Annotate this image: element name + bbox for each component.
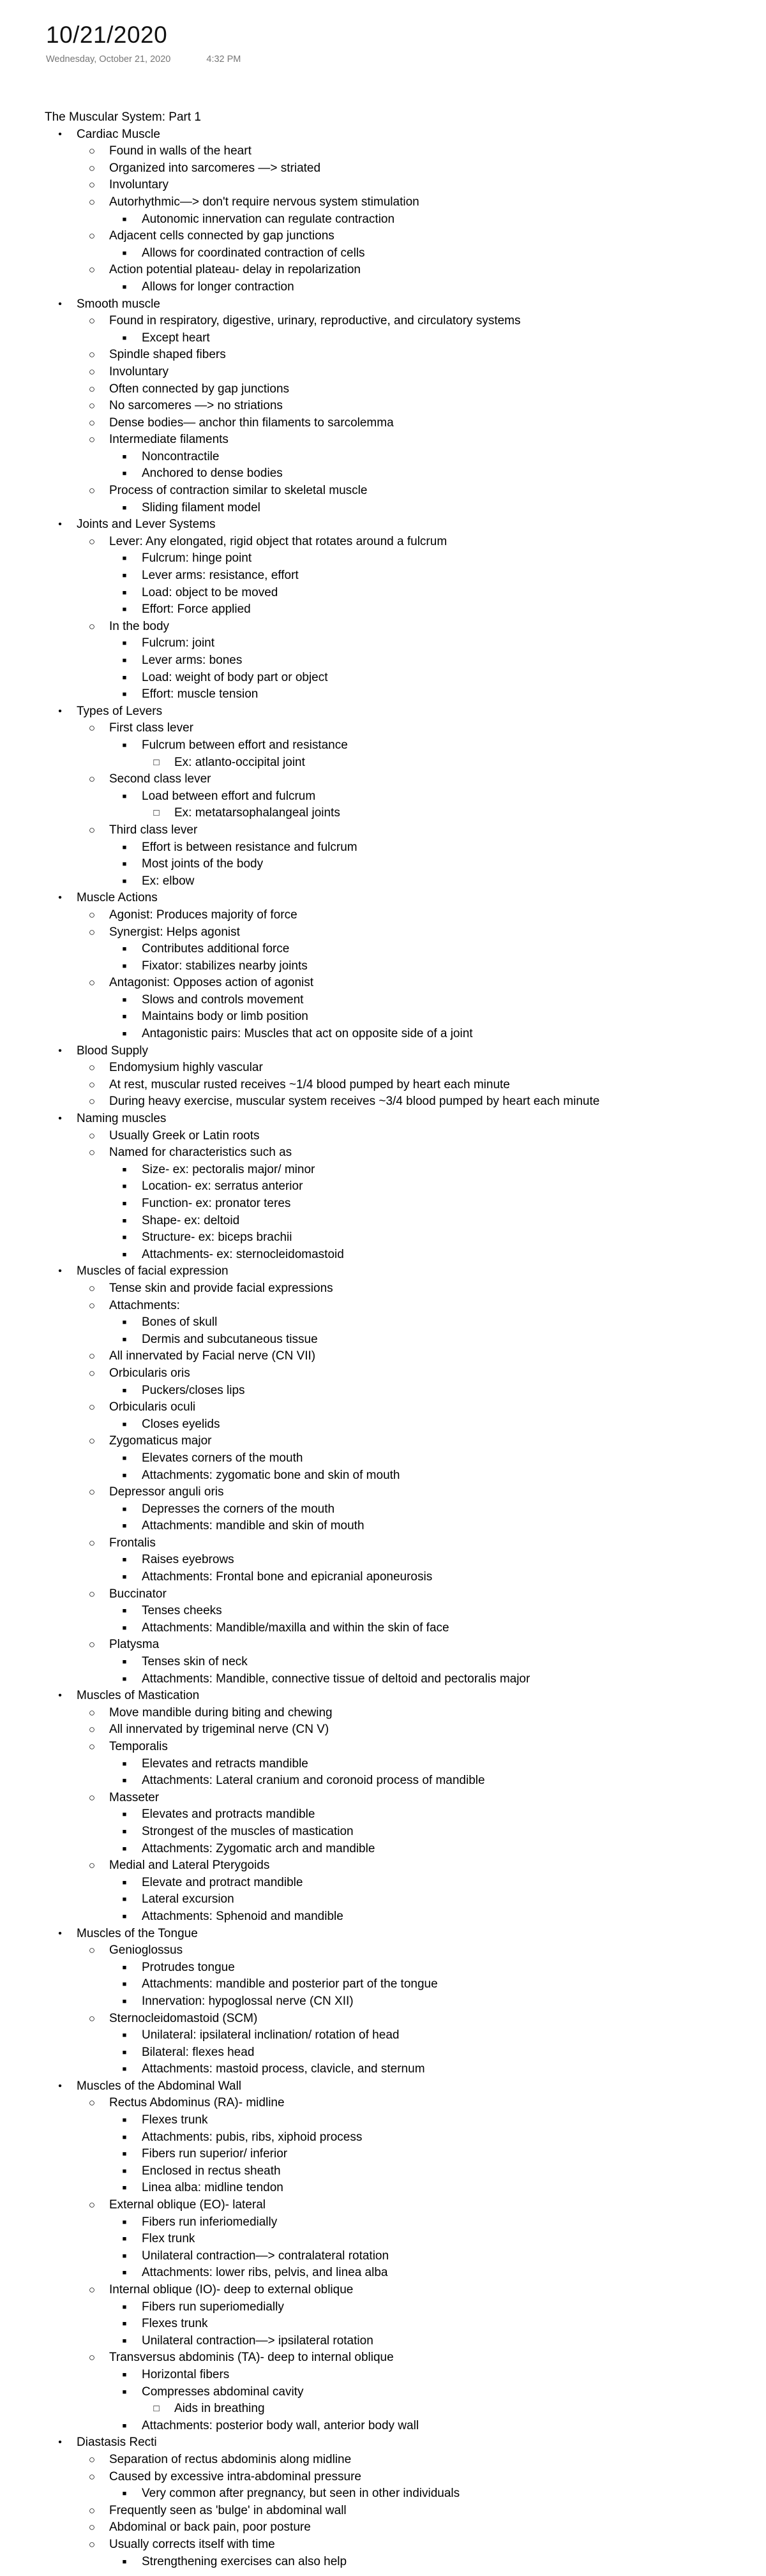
bullet-icon: ○: [88, 382, 96, 395]
bullet-icon: ■: [122, 2218, 127, 2226]
outline-text: Fibers run superiomedially: [142, 2300, 284, 2314]
bullet-icon: •: [58, 1928, 62, 1939]
bullet-icon: ○: [88, 179, 96, 191]
bullet-icon: ○: [88, 1401, 96, 1414]
bullet-icon: ○: [88, 1282, 96, 1294]
outline-text: Attachments: posterior body wall, anterior body wall: [142, 2418, 419, 2432]
bullet-icon: ■: [122, 657, 127, 664]
outline-text: Frontalis: [109, 1536, 156, 1550]
outline-text: Lateral excursion: [142, 1892, 234, 1906]
outline-text: Abdominal or back pain, poor posture: [109, 2520, 311, 2535]
outline-text: Unilateral: ipsilateral inclination/ rotation of head: [142, 2028, 400, 2042]
note-title: 10/21/2020: [46, 22, 168, 48]
bullet-icon: ■: [122, 2557, 127, 2566]
outline-text: Spindle shaped fibers: [109, 348, 226, 362]
bullet-icon: ○: [88, 400, 96, 412]
outline-text: Autonomic innervation can regulate contraction: [142, 212, 395, 226]
bullet-icon: ○: [88, 1944, 96, 1957]
bullet-icon: ■: [122, 215, 127, 223]
outline-text: External oblique (EO)- lateral: [109, 2198, 266, 2212]
bullet-icon: ○: [88, 195, 96, 208]
bullet-icon: ■: [122, 1454, 127, 1462]
outline-text: Endomysium highly vascular: [109, 1061, 263, 1075]
outline-text: Caused by excessive intra-abdominal pressure: [109, 2469, 361, 2483]
bullet-icon: ○: [88, 773, 96, 786]
outline-text: Rectus Abdominus (RA)- midline: [109, 2096, 285, 2110]
outline-text: Flex trunk: [142, 2232, 195, 2246]
outline-text: No sarcomeres —> no striations: [109, 399, 283, 413]
outline-text: Fibers run inferiomedially: [142, 2215, 278, 2229]
bullet-icon: ○: [88, 2012, 96, 2025]
bullet-icon: •: [58, 1113, 62, 1125]
bullet-icon: ○: [88, 1587, 96, 1600]
outline-text: In the body: [109, 619, 170, 633]
outline-text: Flexes trunk: [142, 2317, 208, 2331]
bullet-icon: ■: [122, 2150, 127, 2159]
bullet-icon: ■: [122, 673, 127, 682]
bullet-icon: ■: [122, 1607, 127, 1615]
outline-text: Strengthening exercises can also help: [142, 2554, 347, 2568]
bullet-icon: •: [58, 2080, 62, 2092]
bullet-icon: ■: [122, 1827, 127, 1836]
bullet-icon: ■: [122, 1760, 127, 1768]
bullet-icon: ■: [122, 1811, 127, 1819]
outline-text: Platysma: [109, 1638, 160, 1652]
bullet-icon: ■: [122, 334, 127, 342]
bullet-icon: ○: [88, 925, 96, 938]
outline-text: Attachments: Sphenoid and mandible: [142, 1909, 343, 1923]
outline-text: Protrudes tongue: [142, 1960, 235, 1974]
outline-text: Antagonist: Opposes action of agonist: [109, 976, 314, 990]
bullet-icon: ○: [88, 1146, 96, 1159]
bullet-icon: ■: [122, 1335, 127, 1344]
bullet-icon: ○: [88, 2504, 96, 2517]
bullet-icon: □: [153, 756, 160, 768]
outline-text: Named for characteristics such as: [109, 1146, 292, 1160]
outline-text: Masseter: [109, 1790, 160, 1804]
outline-text: Strongest of the muscles of mastication: [142, 1824, 354, 1838]
bullet-icon: ■: [122, 2370, 127, 2379]
bullet-icon: ○: [88, 722, 96, 735]
outline-text: Elevates corners of the mouth: [142, 1451, 303, 1465]
outline-text: Lever arms: bones: [142, 654, 243, 667]
bullet-icon: ■: [122, 1912, 127, 1921]
outline-text: Muscle Actions: [77, 891, 158, 905]
outline-text: Move mandible during biting and chewing: [109, 1705, 333, 1719]
bullet-icon: ○: [88, 1859, 96, 1872]
outline-text: Orbicularis oris: [109, 1366, 190, 1380]
bullet-icon: ■: [122, 2490, 127, 2498]
outline-text: Smooth muscle: [77, 297, 160, 311]
outline-text: Attachments: Frontal bone and epicranial aponeurosis: [142, 1570, 433, 1584]
outline-text: Attachments: mastoid process, clavicle, and sternum: [142, 2062, 425, 2076]
outline-text: First class lever: [109, 721, 193, 735]
outline-text: At rest, muscular rusted receives ~1/4 blood pumped by heart each minute: [109, 1077, 510, 1091]
outline-text: Synergist: Helps agonist: [109, 925, 240, 939]
bullet-icon: ○: [88, 1299, 96, 1312]
bullet-icon: ■: [122, 1386, 127, 1395]
bullet-icon: ○: [88, 2521, 96, 2534]
outline-text: Load between effort and fulcrum: [142, 789, 316, 803]
outline-text: Intermediate filaments: [109, 433, 229, 447]
bullet-icon: ■: [122, 996, 127, 1004]
outline-text: Slows and controls movement: [142, 992, 304, 1007]
bullet-icon: ■: [122, 962, 127, 970]
bullet-icon: ■: [122, 2116, 127, 2125]
bullet-icon: •: [58, 1045, 62, 1056]
outline-text: Depressor anguli oris: [109, 1485, 224, 1499]
bullet-icon: ○: [88, 620, 96, 633]
outline-text: Ex: elbow: [142, 874, 195, 888]
outline-text: Process of contraction similar to skeletal muscle: [109, 484, 368, 498]
bullet-icon: ■: [122, 2133, 127, 2141]
bullet-icon: ○: [88, 1638, 96, 1651]
note-time: 4:32 PM: [206, 54, 241, 64]
bullet-icon: ■: [122, 2184, 127, 2192]
outline-text: Dense bodies— anchor thin filaments to sarcolemma: [109, 416, 394, 430]
outline-text: Antagonistic pairs: Muscles that act on opposite side of a joint: [142, 1027, 473, 1041]
outline-text: Elevate and protract mandible: [142, 1875, 303, 1889]
outline-text: Autorhythmic—> don't require nervous system stimulation: [109, 195, 419, 209]
bullet-icon: ○: [88, 365, 96, 378]
bullet-icon: ■: [122, 1013, 127, 1021]
outline-text: Tenses cheeks: [142, 1604, 222, 1618]
note-dateline: [46, 54, 241, 64]
bullet-icon: ○: [88, 1435, 96, 1448]
outline-text: Bilateral: flexes head: [142, 2045, 255, 2059]
bullet-icon: ○: [88, 2199, 96, 2212]
bullet-icon: ■: [122, 945, 127, 954]
bullet-icon: ■: [122, 2303, 127, 2311]
bullet-icon: ○: [88, 1367, 96, 1379]
bullet-icon: ○: [88, 1486, 96, 1499]
outline-text: Types of Levers: [77, 704, 163, 718]
bullet-icon: ■: [122, 1878, 127, 1887]
bullet-icon: ■: [122, 1845, 127, 1853]
outline-text: Genioglossus: [109, 1943, 183, 1958]
bullet-icon: ○: [88, 264, 96, 276]
bullet-icon: ■: [122, 860, 127, 869]
outline-text: Size- ex: pectoralis major/ minor: [142, 1162, 315, 1176]
note-date: Wednesday, October 21, 2020: [46, 54, 171, 64]
outline-text: Organized into sarcomeres —> striated: [109, 161, 321, 175]
outline-text: Elevates and retracts mandible: [142, 1756, 308, 1771]
bullet-icon: ○: [88, 1061, 96, 1074]
outline-text: Allows for coordinated contraction of cells: [142, 246, 365, 260]
outline-text: Third class lever: [109, 823, 198, 837]
outline-text: All innervated by Facial nerve (CN VII): [109, 1349, 316, 1363]
bullet-icon: ○: [88, 2538, 96, 2550]
bullet-icon: ■: [122, 1030, 127, 1038]
bullet-icon: ■: [122, 1624, 127, 1632]
outline-text: Orbicularis oculi: [109, 1400, 196, 1414]
bullet-icon: ■: [122, 2167, 127, 2175]
outline-text: Muscles of the Tongue: [77, 1926, 198, 1940]
bullet-icon: ○: [88, 145, 96, 158]
bullet-icon: ■: [122, 691, 127, 699]
bullet-icon: ○: [88, 2284, 96, 2296]
outline-text: Aids in breathing: [174, 2402, 265, 2416]
bullet-icon: ■: [122, 792, 127, 800]
bullet-icon: ■: [122, 1200, 127, 1208]
bullet-icon: ■: [122, 2337, 127, 2345]
outline-text: Effort is between resistance and fulcrum: [142, 840, 357, 854]
bullet-icon: ■: [122, 2048, 127, 2056]
outline-text: Attachments: mandible and posterior part of the tongue: [142, 1977, 438, 1991]
bullet-icon: ■: [122, 453, 127, 461]
outline-text: The Muscular System: Part 1: [45, 110, 201, 124]
bullet-icon: •: [58, 1266, 62, 1277]
outline-text: Tense skin and provide facial expressions: [109, 1281, 333, 1295]
outline-text: Buccinator: [109, 1587, 167, 1601]
bullet-icon: □: [153, 2403, 160, 2415]
bullet-icon: •: [58, 705, 62, 717]
outline-text: Temporalis: [109, 1740, 168, 1753]
outline-text: Sternocleidomastoid (SCM): [109, 2011, 258, 2025]
bullet-icon: •: [58, 519, 62, 530]
bullet-icon: ○: [88, 161, 96, 174]
bullet-icon: ■: [122, 2032, 127, 2040]
bullet-icon: ■: [122, 2269, 127, 2277]
bullet-icon: ○: [88, 230, 96, 243]
bullet-icon: ■: [122, 1505, 127, 1513]
outline-text: Effort: Force applied: [142, 603, 251, 617]
outline-text: Innervation: hypoglossal nerve (CN XII): [142, 1994, 354, 2008]
outline-text: Puckers/closes lips: [142, 1383, 245, 1397]
outline-text: Attachments: Zygomatic arch and mandible: [142, 1841, 375, 1855]
outline-text: Flexes trunk: [142, 2113, 208, 2127]
bullet-icon: ■: [122, 606, 127, 614]
outline-text: Raises eyebrows: [142, 1553, 234, 1567]
bullet-icon: ○: [88, 535, 96, 548]
bullet-icon: ○: [88, 1723, 96, 1736]
outline-text: Bones of skull: [142, 1315, 218, 1329]
bullet-icon: ■: [122, 1573, 127, 1582]
outline-text: Muscles of Mastication: [77, 1689, 200, 1703]
bullet-icon: ■: [122, 877, 127, 885]
bullet-icon: ■: [122, 2422, 127, 2430]
outline-text: Usually Greek or Latin roots: [109, 1128, 260, 1142]
outline-text: Naming muscles: [77, 1112, 167, 1126]
bullet-icon: ○: [88, 2470, 96, 2483]
outline-text: Lever arms: resistance, effort: [142, 569, 299, 583]
outline-text: Attachments: zygomatic bone and skin of mouth: [142, 1468, 400, 1482]
outline-text: Often connected by gap junctions: [109, 382, 290, 396]
bullet-icon: ■: [122, 1963, 127, 1972]
bullet-icon: ■: [122, 1896, 127, 1904]
outline-text: During heavy exercise, muscular system receives ~3/4 blood pumped by heart each minute: [109, 1095, 600, 1109]
bullet-icon: •: [58, 298, 62, 310]
outline-text: Shape- ex: deltoid: [142, 1213, 240, 1227]
bullet-icon: ■: [122, 1522, 127, 1531]
outline-text: Tenses skin of neck: [142, 1655, 248, 1669]
bullet-icon: ■: [122, 2235, 127, 2243]
bullet-icon: ■: [122, 504, 127, 512]
outline-text: Sliding filament model: [142, 500, 260, 514]
bullet-icon: ■: [122, 470, 127, 478]
outline-text: Adjacent cells connected by gap junctions: [109, 229, 334, 243]
bullet-icon: •: [58, 892, 62, 904]
outline-text: Location- ex: serratus anterior: [142, 1179, 303, 1194]
bullet-icon: ○: [88, 1095, 96, 1108]
bullet-icon: ○: [88, 348, 96, 361]
outline-text: Dermis and subcutaneous tissue: [142, 1332, 318, 1346]
outline-text: Elevates and protracts mandible: [142, 1808, 315, 1822]
bullet-icon: •: [58, 2437, 62, 2448]
outline-text: Joints and Lever Systems: [77, 518, 216, 532]
bullet-icon: ■: [122, 588, 127, 597]
bullet-icon: ■: [122, 2388, 127, 2396]
outline-text: Attachments: pubis, ribs, xiphoid process: [142, 2130, 363, 2144]
bullet-icon: ○: [88, 2453, 96, 2466]
outline-text: Compresses abdominal cavity: [142, 2385, 304, 2399]
outline-text: Anchored to dense bodies: [142, 467, 283, 481]
outline-text: Fulcrum between effort and resistance: [142, 738, 348, 752]
outline-text: Closes eyelids: [142, 1417, 220, 1431]
outline-text: Second class lever: [109, 772, 211, 786]
outline-text: Unilateral contraction—> contralateral rotation: [142, 2249, 389, 2263]
bullet-icon: ○: [88, 1536, 96, 1549]
bullet-icon: ■: [122, 1420, 127, 1428]
outline-text: Very common after pregnancy, but seen in other individuals: [142, 2487, 460, 2501]
bullet-icon: ■: [122, 1997, 127, 2005]
outline-text: Lever: Any elongated, rigid object that rotates around a fulcrum: [109, 534, 447, 548]
outline-text: Fulcrum: joint: [142, 636, 215, 650]
outline-text: Function- ex: pronator teres: [142, 1197, 291, 1210]
bullet-icon: ○: [88, 2097, 96, 2109]
outline-text: Load: weight of body part or object: [142, 670, 328, 684]
outline-text: Involuntary: [109, 364, 169, 378]
bullet-icon: ■: [122, 555, 127, 563]
outline-text: Attachments: lower ribs, pelvis, and linea alba: [142, 2266, 388, 2280]
outline-text: Transversus abdominis (TA)- deep to internal oblique: [109, 2351, 394, 2365]
outline-text: Maintains body or limb position: [142, 1010, 308, 1024]
bullet-icon: ○: [88, 315, 96, 327]
outline-text: Allows for longer contraction: [142, 280, 294, 294]
bullet-icon: ■: [122, 1675, 127, 1683]
bullet-icon: ■: [122, 1183, 127, 1191]
outline-text: Except heart: [142, 331, 210, 345]
bullet-icon: •: [58, 1690, 62, 1702]
outline-text: Internal oblique (IO)- deep to external oblique: [109, 2283, 354, 2296]
bullet-icon: ■: [122, 2065, 127, 2074]
outline-text: Medial and Lateral Pterygoids: [109, 1859, 270, 1873]
bullet-icon: ■: [122, 1556, 127, 1564]
outline-text: Fulcrum: hinge point: [142, 551, 252, 565]
bullet-icon: ○: [88, 1129, 96, 1142]
outline-text: Muscles of the Abdominal Wall: [77, 2079, 242, 2093]
bullet-icon: •: [58, 128, 62, 140]
outline-text: Muscles of facial expression: [77, 1264, 229, 1278]
outline-text: Frequently seen as 'bulge' in abdominal wall: [109, 2503, 347, 2517]
bullet-icon: ○: [88, 2351, 96, 2364]
outline-text: Usually corrects itself with time: [109, 2537, 275, 2551]
bullet-icon: ○: [88, 433, 96, 446]
outline-text: Effort: muscle tension: [142, 687, 259, 701]
bullet-icon: ○: [88, 1741, 96, 1753]
outline-text: Unilateral contraction—> ipsilateral rotation: [142, 2333, 373, 2348]
outline-text: Attachments- ex: sternocleidomastoid: [142, 1247, 344, 1261]
outline-text: Horizontal fibers: [142, 2367, 230, 2381]
bullet-icon: ○: [88, 908, 96, 921]
bullet-icon: ■: [122, 1319, 127, 1327]
bullet-icon: ■: [122, 572, 127, 580]
outline-text: Attachments:: [109, 1298, 180, 1312]
outline-text: Found in respiratory, digestive, urinary, reproductive, and circulatory systems: [109, 314, 521, 328]
bullet-icon: ■: [122, 249, 127, 257]
outline-text: All innervated by trigeminal nerve (CN V): [109, 1723, 329, 1737]
bullet-icon: ■: [122, 1217, 127, 1225]
outline-text: Attachments: Mandible/maxilla and within the skin of face: [142, 1621, 449, 1635]
bullet-icon: ■: [122, 2252, 127, 2260]
bullet-icon: ■: [122, 741, 127, 749]
outline-text: Involuntary: [109, 178, 169, 192]
bullet-icon: □: [153, 807, 160, 819]
bullet-icon: ■: [122, 1471, 127, 1479]
bullet-icon: ○: [88, 1706, 96, 1719]
outline-text: Action potential plateau- delay in repolarization: [109, 263, 361, 277]
bullet-icon: ■: [122, 2320, 127, 2328]
bullet-icon: ■: [122, 1250, 127, 1259]
bullet-icon: ■: [122, 1777, 127, 1785]
bullet-icon: ○: [88, 977, 96, 989]
outline-text: Attachments: Mandible, connective tissue of deltoid and pectoralis major: [142, 1672, 530, 1686]
bullet-icon: ○: [88, 823, 96, 836]
outline-text: Linea alba: midline tendon: [142, 2181, 283, 2195]
outline-text: Found in walls of the heart: [109, 144, 252, 158]
outline-text: Zygomaticus major: [109, 1434, 212, 1448]
outline-text: Contributes additional force: [142, 942, 290, 956]
outline-text: Noncontractile: [142, 449, 220, 463]
bullet-icon: ■: [122, 283, 127, 291]
bullet-icon: ○: [88, 416, 96, 429]
outline-text: Blood Supply: [77, 1044, 148, 1058]
bullet-icon: ■: [122, 1165, 127, 1174]
outline-text: Diastasis Recti: [77, 2436, 157, 2450]
bullet-icon: ■: [122, 640, 127, 648]
bullet-icon: ○: [88, 484, 96, 497]
bullet-icon: ○: [88, 1791, 96, 1804]
outline-text: Depresses the corners of the mouth: [142, 1502, 335, 1516]
bullet-icon: ■: [122, 1234, 127, 1242]
bullet-icon: ■: [122, 843, 127, 851]
outline-text: Separation of rectus abdominis along midline: [109, 2452, 352, 2466]
outline-text: Attachments: Lateral cranium and coronoid process of mandible: [142, 1774, 485, 1788]
outline-text: Ex: metatarsophalangeal joints: [174, 806, 340, 820]
outline-text: Enclosed in rectus sheath: [142, 2164, 281, 2178]
outline-text: Fixator: stabilizes nearby joints: [142, 959, 308, 973]
outline-text: Agonist: Produces majority of force: [109, 908, 297, 922]
outline-text: Structure- ex: biceps brachii: [142, 1231, 292, 1245]
outline-text: Cardiac Muscle: [77, 127, 160, 141]
outline-text: Most joints of the body: [142, 857, 264, 871]
bullet-icon: ○: [88, 1078, 96, 1091]
outline-text: Ex: atlanto-occipital joint: [174, 755, 305, 769]
outline-text: Load: object to be moved: [142, 585, 278, 599]
outline-text: Attachments: mandible and skin of mouth: [142, 1519, 364, 1533]
bullet-icon: ○: [88, 1350, 96, 1363]
bullet-icon: ■: [122, 1658, 127, 1666]
bullet-icon: ■: [122, 1981, 127, 1989]
outline-text: Fibers run superior/ inferior: [142, 2147, 288, 2161]
